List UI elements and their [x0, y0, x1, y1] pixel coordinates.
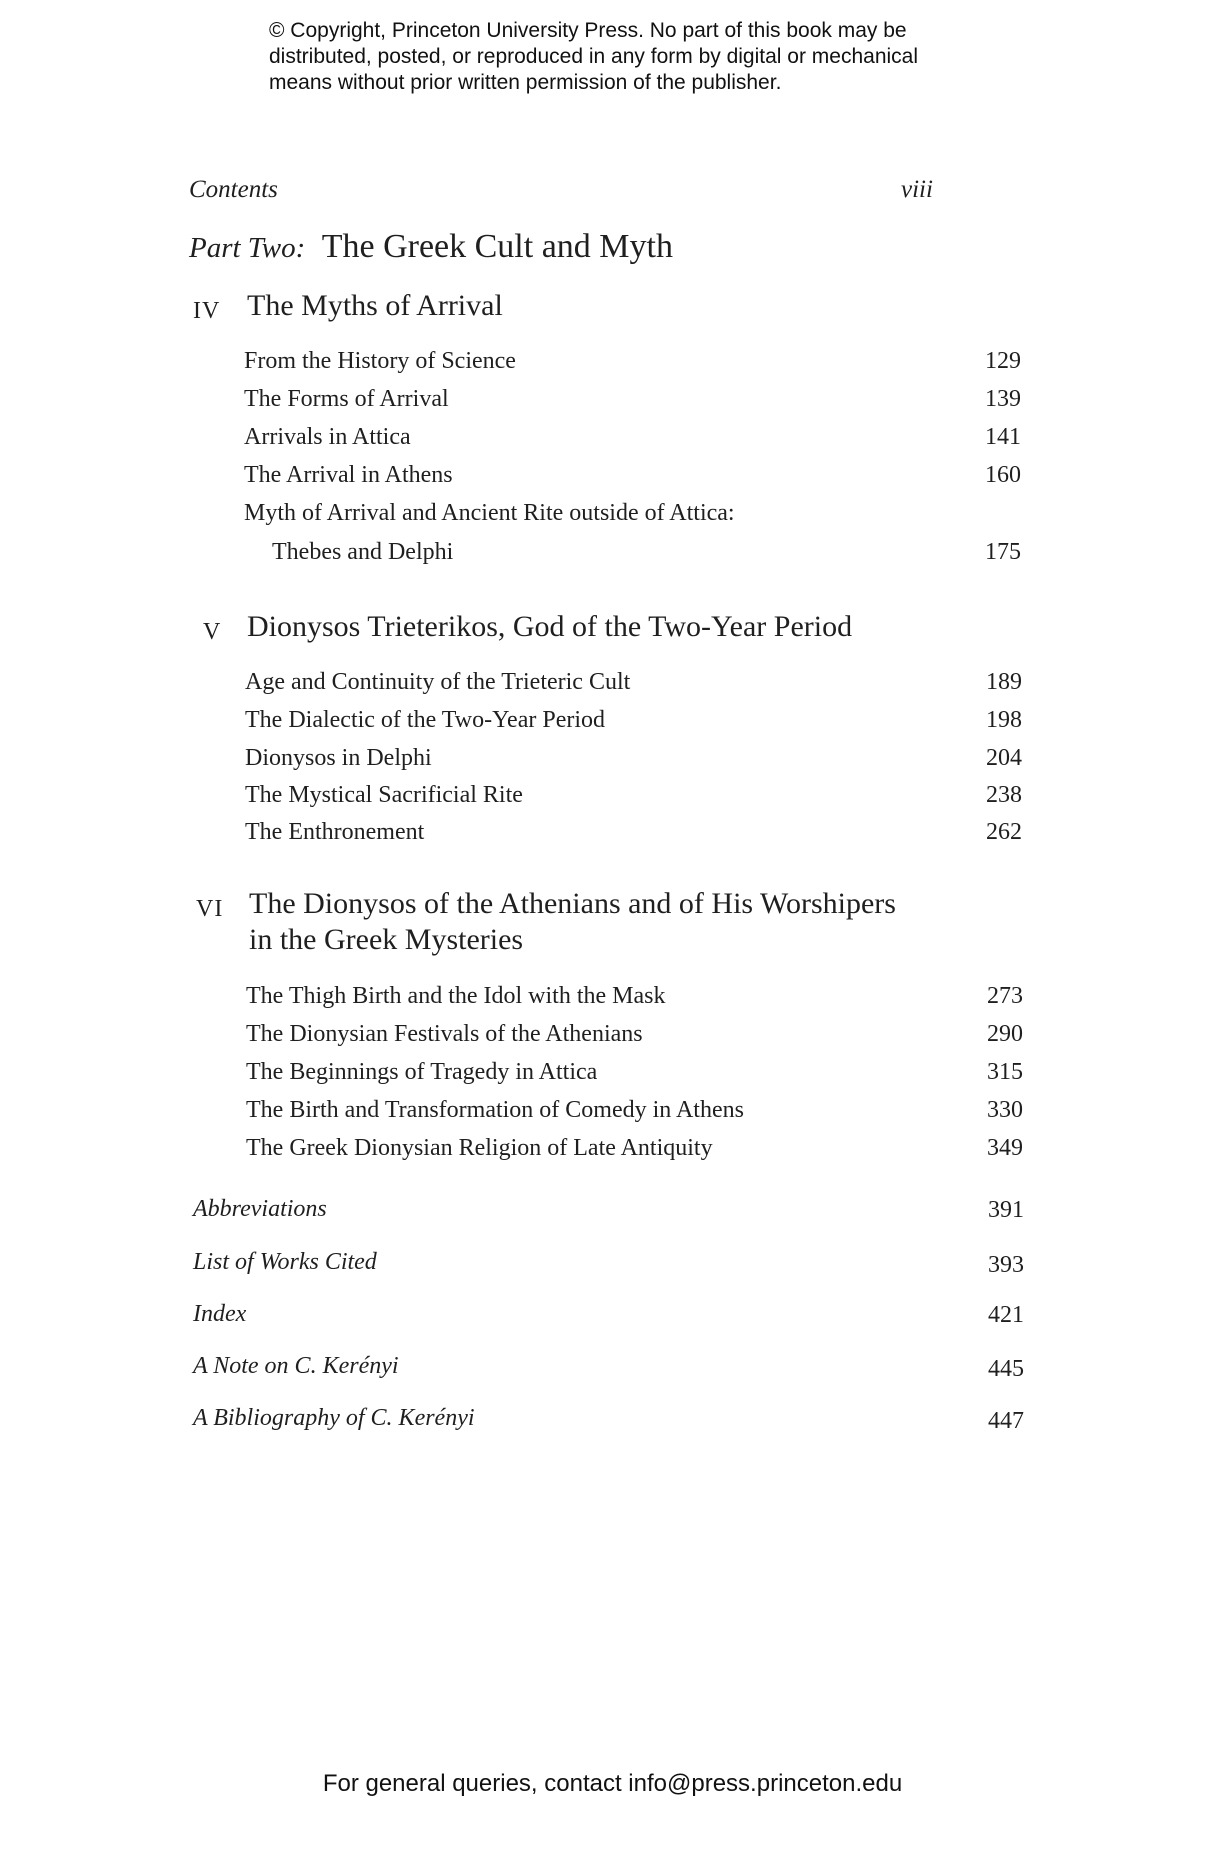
toc-page-number: 175: [985, 539, 1021, 565]
toc-page-number: 262: [986, 819, 1022, 845]
footer-contact: For general queries, contact info@press.princeton.edu: [322, 1770, 903, 1797]
toc-entry[interactable]: Dionysos in Delphi: [245, 745, 432, 771]
toc-page-number: 189: [986, 669, 1022, 695]
copyright-notice: [269, 18, 989, 96]
toc-entry[interactable]: The Dionysian Festivals of the Athenians: [246, 1021, 643, 1047]
chapter-numeral: IV: [193, 298, 221, 324]
chapter-title-continuation: in the Greek Mysteries: [249, 923, 524, 956]
toc-page-number: 290: [987, 1021, 1023, 1047]
toc-entry[interactable]: Myth of Arrival and Ancient Rite outside of Attica:: [244, 500, 735, 526]
toc-entry[interactable]: From the History of Science: [244, 348, 516, 374]
toc-page-number: 160: [985, 462, 1021, 488]
part-label: Part Two: [189, 232, 296, 264]
toc-entry[interactable]: Arrivals in Attica: [244, 424, 411, 450]
part-heading: [189, 228, 673, 266]
toc-entry[interactable]: The Arrival in Athens: [244, 462, 453, 488]
part-title: The Greek Cult and Myth: [321, 228, 673, 265]
toc-page-number: 391: [988, 1197, 1024, 1223]
toc-entry[interactable]: The Dialectic of the Two-Year Period: [245, 707, 605, 733]
back-matter-entry[interactable]: A Bibliography of C. Kerényi: [193, 1405, 475, 1431]
toc-page-number: 447: [988, 1408, 1024, 1434]
chapter-title: The Dionysos of the Athenians and of His Worshipers: [249, 887, 896, 920]
toc-page-number: 421: [988, 1302, 1024, 1328]
toc-entry[interactable]: The Greek Dionysian Religion of Late Antiquity: [246, 1135, 713, 1161]
toc-entry[interactable]: Age and Continuity of the Trieteric Cult: [245, 669, 631, 695]
copyright-line: distributed, posted, or reproduced in any form by digital or mechanical: [269, 45, 919, 68]
toc-page-number: 141: [985, 424, 1021, 450]
toc-page-number: 129: [985, 348, 1021, 374]
toc-page-number: 393: [988, 1252, 1024, 1278]
part-separator: :: [295, 232, 306, 264]
chapter-numeral: VI: [196, 896, 224, 922]
chapter-title: The Myths of Arrival: [247, 289, 503, 322]
copyright-line: © Copyright, Princeton University Press. No part of this book may be: [269, 19, 907, 42]
back-matter-entry[interactable]: Index: [193, 1301, 247, 1327]
toc-page-number: 139: [985, 386, 1021, 412]
toc-entry[interactable]: The Forms of Arrival: [244, 386, 449, 412]
toc-entry[interactable]: The Birth and Transformation of Comedy in Athens: [246, 1097, 744, 1123]
toc-entry[interactable]: The Beginnings of Tragedy in Attica: [246, 1059, 598, 1085]
toc-page-number: 198: [986, 707, 1022, 733]
toc-page-number: 330: [987, 1097, 1023, 1123]
back-matter-entry[interactable]: Abbreviations: [193, 1196, 327, 1222]
toc-page-number: 273: [987, 983, 1023, 1009]
chapter-numeral: V: [203, 619, 222, 645]
toc-page-number: 238: [986, 782, 1022, 808]
chapter-title: Dionysos Trieterikos, God of the Two-Year Period: [247, 610, 853, 643]
toc-page-number: 204: [986, 745, 1022, 771]
running-head-title: Contents: [189, 176, 278, 203]
toc-entry[interactable]: The Thigh Birth and the Idol with the Mask: [246, 983, 666, 1009]
running-head-page-number: viii: [901, 176, 933, 203]
toc-page-number: 315: [987, 1059, 1023, 1085]
back-matter-entry[interactable]: List of Works Cited: [193, 1249, 377, 1275]
back-matter-entry[interactable]: A Note on C. Kerényi: [193, 1353, 399, 1379]
toc-page-number: 445: [988, 1356, 1024, 1382]
toc-entry[interactable]: The Enthronement: [245, 819, 425, 845]
toc-page-number: 349: [987, 1135, 1023, 1161]
toc-entry-continuation[interactable]: Thebes and Delphi: [272, 539, 454, 565]
copyright-line: means without prior written permission of the publisher.: [269, 71, 782, 94]
toc-entry[interactable]: The Mystical Sacrificial Rite: [245, 782, 523, 808]
